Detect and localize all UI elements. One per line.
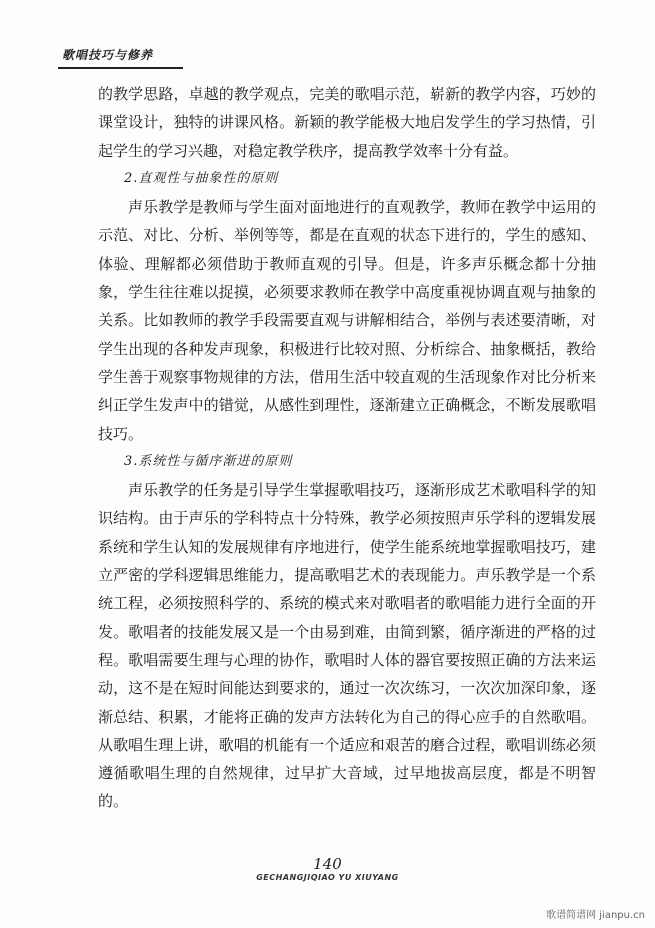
- section-3-heading: 3.系统性与循序渐进的原则: [124, 453, 293, 469]
- paragraph-1: 的教学思路，卓越的教学观点，完美的歌唱示范，崭新的教学内容，巧妙的课堂设计，独特的讲课风格。新颖的教学能极大地启发学生的学习热情，引起学生的学习兴趣，对稳定教学秩序，提高教学效率十分有益。: [98, 85, 596, 160]
- footer-romanized-title: GECHANGJIQIAO YU XIUYANG: [256, 873, 399, 882]
- page-number: 140: [313, 855, 342, 873]
- paragraph-3: 声乐教学的任务是引导学生掌握歌唱技巧，逐渐形成艺术歌唱科学的知识结构。由于声乐的学科特点十分特殊，教学必须按照声乐学科的逻辑发展系统和学生认知的发展规律有序地进行，使学生能系统地掌握歌唱技巧，建立严密的学科逻辑思维能力，提高歌唱艺术的表现能力。声乐教学是一个系统工程，必须按照科学的、系统的模式来对歌唱者的歌唱能力进行全面的开发。歌唱者的技能发展又是一个由易到难，由简到繁，循序渐进的严格的过程。歌唱需要生理与心理的协作，歌唱时人体的器官要按照正确的方法来运动，这不是在短时间能达到要求的，通过一次次练习，一次次加深印象，逐渐总结、积累，才能将正确的发声方法转化为自己的得心应手的自然歌唱。从歌唱生理上讲，歌唱的机能有一个适应和艰苦的磨合过程，歌唱训练必须遵循歌唱生理的自然规律，过早扩大音域，过早地拔高层度，都是不明智的。: [98, 481, 596, 811]
- site-watermark: 歌谱简谱网 jianpu.cn: [546, 910, 645, 921]
- running-header: 歌唱技巧与修养: [62, 48, 154, 62]
- body-text: [98, 80, 596, 816]
- header-rule: [58, 67, 183, 69]
- paragraph-2: 声乐教学是教师与学生面对面地进行的直观教学，教师在教学中运用的示范、对比、分析、举例等等，都是在直观的状态下进行的，学生的感知、体验、理解都必须借助于教师直观的引导。但是，许多声乐概念都十分抽象，学生往往难以捉摸，必须要求教师在教学中高度重视协调直观与抽象的关系。比如教师的教学手段需要直观与讲解相结合，举例与表述要清晰，对学生出现的各种发声现象，积极进行比较对照、分析综合、抽象概括，教给学生善于观察事物规律的方法，借用生活中较直观的生活现象作对比分析来纠正学生发声中的错觉，从感性到理性，逐渐建立正确概念，不断发展歌唱技巧。: [98, 198, 596, 443]
- section-2-heading: 2.直观性与抽象性的原则: [124, 170, 279, 186]
